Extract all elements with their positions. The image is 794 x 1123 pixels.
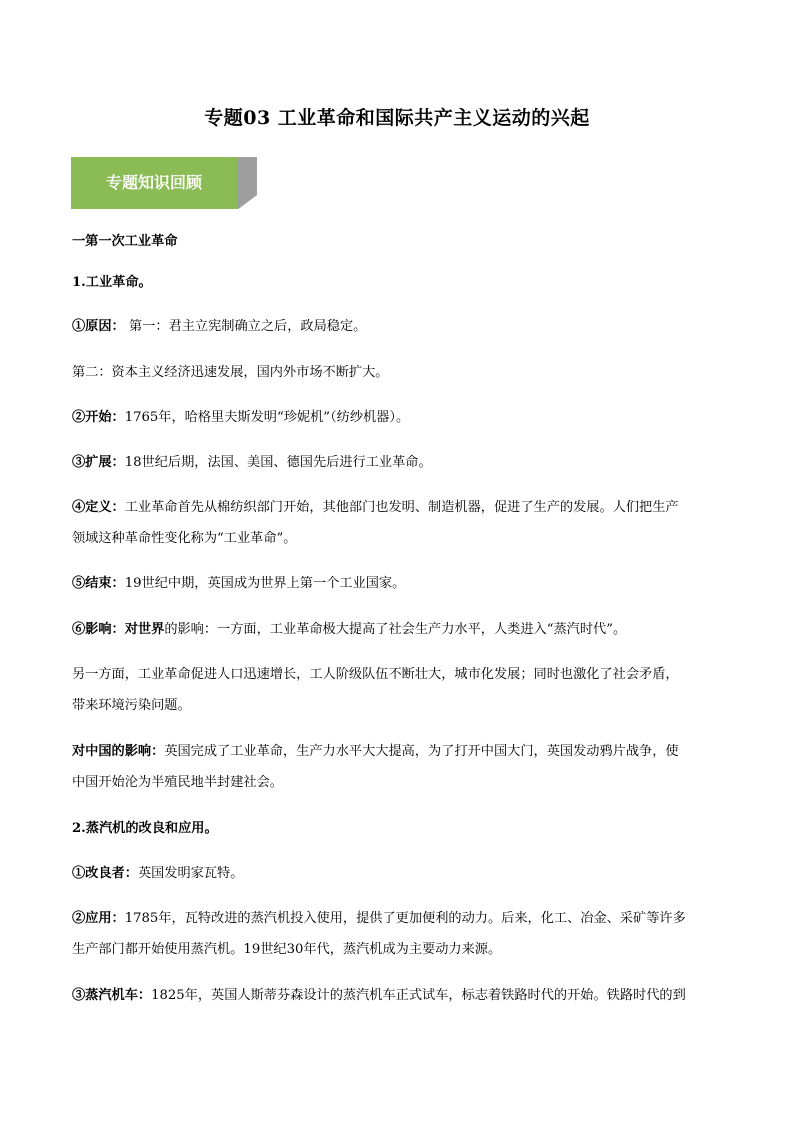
label-impact: ⑥影响： <box>72 622 125 637</box>
paragraph-definition <box>72 497 724 518</box>
label-definition: ④定义： <box>72 500 125 515</box>
banner-label: 专题知识回顾 <box>105 173 202 192</box>
paragraph-improver <box>72 863 724 884</box>
paragraph-cause-2: 第二：资本主义经济迅速发展，国内外市场不断扩大。 <box>72 365 389 380</box>
text-impact: 的影响：一方面，工业革命极大提高了社会生产力水平，人类进入“蒸汽时代”。 <box>164 622 627 637</box>
label-expansion: ③扩展： <box>72 455 125 470</box>
label-cause: ①原因： <box>72 319 125 334</box>
paragraph-definition-cont: 领域这种革命性变化称为“工业革命”。 <box>72 531 297 546</box>
label-china: 对中国的影响： <box>72 744 165 759</box>
text-application-1: 1785年，瓦特改进的蒸汽机投入使用，提供了更加便利的动力。后来，化工、冶金、采矿等许多 <box>124 911 686 926</box>
text-improver: 英国发明家瓦特。 <box>137 866 244 881</box>
paragraph-expansion <box>72 452 724 473</box>
paragraph-impact <box>72 619 724 640</box>
paragraph-locomotive <box>72 985 724 1006</box>
paragraph-application <box>72 908 724 929</box>
paragraph-application-cont: 生产部门都开始使用蒸汽机。19世纪30年代，蒸汽机成为主要动力来源。 <box>72 942 502 957</box>
paragraph-start <box>72 407 724 428</box>
text-definition-1: 工业革命首先从棉纺织部门开始，其他部门也发明、制造机器，促进了生产的发展。人们把生产 <box>124 500 679 515</box>
label-impact-world: 对世界 <box>124 622 165 637</box>
paragraph-china <box>72 741 724 762</box>
paragraph-impact-other: 另一方面，工业革命促进人口迅速增长，工人阶级队伍不断壮大，城市化发展；同时也激化了社会矛盾， <box>72 667 679 682</box>
paragraph-china-cont: 中国开始沦为半殖民地半封建社会。 <box>72 775 283 790</box>
text-start: 1765年，哈格里夫斯发明“珍妮机”（纺纱机器）。 <box>124 410 410 425</box>
paragraph-impact-other-cont: 带来环境污染问题。 <box>72 698 191 713</box>
text-locomotive: 1825年，英国人斯蒂芬森设计的蒸汽机车正式试车，标志着铁路时代的开始。铁路时代的到 <box>151 988 686 1003</box>
heading-industrial-revolution: 一第一次工业革命 <box>72 234 178 249</box>
text-cause: 第一：君主立宪制确立之后，政局稳定。 <box>128 319 367 334</box>
subheading-1: 1.工业革命。 <box>72 275 152 290</box>
subheading-2: 2.蒸汽机的改良和应用。 <box>72 821 218 836</box>
paragraph-end <box>72 573 724 594</box>
text-expansion: 18世纪后期，法国、美国、德国先后进行工业革命。 <box>124 455 432 470</box>
paragraph-cause <box>72 316 724 337</box>
label-improver: ①改良者： <box>72 866 138 881</box>
label-application: ②应用： <box>72 911 125 926</box>
text-china-1: 英国完成了工业革命，生产力水平大大提高，为了打开中国大门，英国发动鸦片战争，使 <box>164 744 679 759</box>
section-banner <box>71 157 257 209</box>
label-end: ⑤结束： <box>72 576 125 591</box>
label-locomotive: ③蒸汽机车： <box>72 988 152 1003</box>
text-end: 19世纪中期，英国成为世界上第一个工业国家。 <box>124 576 406 591</box>
label-start: ②开始： <box>72 410 125 425</box>
page-title: 专题03 工业革命和国际共产主义运动的兴起 <box>204 107 590 129</box>
